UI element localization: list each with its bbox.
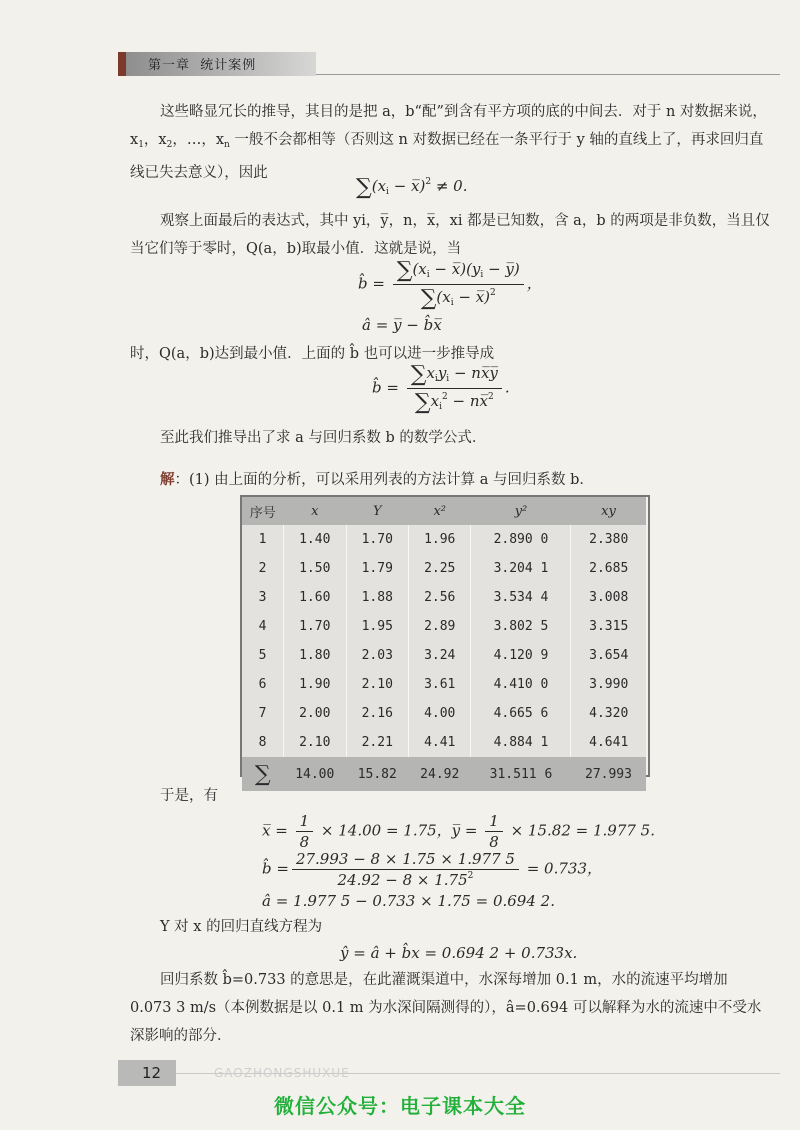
table-header-cell: x² <box>433 503 447 519</box>
table-cell: 1.50 <box>284 554 346 583</box>
table-cell: 3.654 <box>571 641 646 670</box>
table-row <box>242 641 646 670</box>
table-cell: 3 <box>258 590 267 605</box>
table-cell: 1.70 <box>284 612 346 641</box>
table-header-cell: x <box>311 503 319 519</box>
table-cell: 1.79 <box>346 554 408 583</box>
table-cell: 2.10 <box>346 670 408 699</box>
table-header-cell: 序号 <box>249 505 276 521</box>
chapter-header <box>118 52 780 76</box>
table-cell: 1.40 <box>284 525 346 554</box>
table-cell: 3.534 4 <box>471 583 571 612</box>
fraction-b-hat: $\frac{\sum(x_i - x̅)(y_i - y̅)}{\sum(x_i - x̅)^2}$ <box>393 258 524 311</box>
table-cell: 2.16 <box>346 699 408 728</box>
table-header-cell: Y <box>372 503 382 519</box>
table-cell: 2.685 <box>571 554 646 583</box>
table-cell: 4.120 9 <box>471 641 571 670</box>
table-cell: 3.802 5 <box>471 612 571 641</box>
fraction-one-eighth: $\frac{1}{8}$ <box>485 812 503 851</box>
table-row <box>242 699 646 728</box>
watermark-text: 微信公众号：电子课本大全 <box>274 1094 526 1118</box>
table-cell: 4.665 6 <box>471 699 571 728</box>
table-cell: 2.21 <box>346 728 408 757</box>
table-cell: 1.80 <box>284 641 346 670</box>
table-cell: 1.88 <box>346 583 408 612</box>
formula-b-calc: b̂ = $\frac{27.993 - 8 \times 1.75 \times 1.977 5}{24.92 - 8 \times 1.75^2}$ = 0.733， <box>262 850 602 889</box>
table-cell: 4 <box>258 619 267 634</box>
table-cell: 2.00 <box>284 699 346 728</box>
paragraph-1: 这些略显冗长的推导，其目的是把 a，b“配”到含有平方项的底的中间去．对于 n 对数据来说，$x_1$，$x_2$，…，$x_n$ 一般不会都相等（否则这 n 对数据已经在一条平行于 y 轴的直线上了，再求回归直线已失去意义），因此 <box>130 104 767 181</box>
table-cell: 5 <box>258 648 267 663</box>
table-row <box>242 554 646 583</box>
table-cell: 8 <box>258 735 267 750</box>
table-cell: 1.96 <box>409 525 471 554</box>
table-cell: 2.380 <box>571 525 646 554</box>
table-cell: 4.884 1 <box>471 728 571 757</box>
table-header-row <box>242 497 646 525</box>
regression-intro: Y 对 x 的回归直线方程为 <box>160 919 323 935</box>
table-cell: 2.56 <box>409 583 471 612</box>
paragraph-3: 时，Q(a，b)达到最小值．上面的 b̂ 也可以进一步推导成 <box>130 346 495 362</box>
table-cell: 7 <box>258 706 267 721</box>
table-cell: 4.641 <box>571 728 646 757</box>
solution-intro: 解：(1) 由上面的分析，可以采用列表的方法计算 a 与回归系数 b． <box>160 471 594 488</box>
table-cell: 3.990 <box>571 670 646 699</box>
table-cell: 3.61 <box>409 670 471 699</box>
table-cell: 4.320 <box>571 699 646 728</box>
table-cell: 1.90 <box>284 670 346 699</box>
page-footer <box>118 1060 780 1086</box>
fraction-b-hat-alt: $\frac{\sum x_iy_i - nx̅y̅}{\sum x_i^2 - nx̅^2}$ <box>407 362 502 415</box>
footer-series: GAOZHONGSHUXUE <box>214 1066 350 1080</box>
table-row <box>242 583 646 612</box>
table-cell: 1 <box>258 532 267 547</box>
header-rule <box>316 74 780 75</box>
table-row <box>242 670 646 699</box>
table-cell: 4.410 0 <box>471 670 571 699</box>
page-number: 12 <box>142 1064 162 1082</box>
table-total-cell: 24.92 <box>420 766 460 782</box>
solution-label: 解 <box>160 471 175 488</box>
table-cell: 2.25 <box>409 554 471 583</box>
chapter-label: 第一章 统计案例 <box>148 58 257 73</box>
table-total-cell: 14.00 <box>295 766 335 782</box>
table-cell: 3.204 1 <box>471 554 571 583</box>
fraction-b-calc: $\frac{27.993 - 8 \times 1.75 \times 1.977 5}{24.92 - 8 \times 1.75^2}$ <box>292 850 519 889</box>
thus-text: 于是，有 <box>160 788 218 804</box>
formula-means: x̅ = $\frac{1}{8}$ × 14.00 = 1.75，y̅ = $\frac{1}{8}$ × 15.82 = 1.977 5. <box>262 812 655 851</box>
table-cell: 2 <box>258 561 267 576</box>
page-number-box <box>118 1060 176 1086</box>
table-total-cell: ∑ <box>254 761 271 787</box>
formula-sum-nonzero: $\sum(x_i$ − x̅)$^2$ ≠ 0. <box>356 175 468 200</box>
table-cell: 2.03 <box>346 641 408 670</box>
paragraph-final: 回归系数 b̂=0.733 的意思是，在此灌溉渠道中，水深每增加 0.1 m，水的流速平均增加 0.073 3 m/s（本例数据是以 0.1 m 为水深间隔测得的），â=0.694 可以解释为水的流速中不受水深影响的部分． <box>130 972 762 1044</box>
table-row <box>242 612 646 641</box>
formula-regression: ŷ = â + b̂x = 0.694 2 + 0.733x. <box>340 944 578 962</box>
table-cell: 2.890 0 <box>471 525 571 554</box>
table-total-cell: 27.993 <box>585 766 632 782</box>
table-cell: 3.008 <box>571 583 646 612</box>
table-total-cell: 15.82 <box>357 766 397 782</box>
table-row <box>242 525 646 554</box>
table-cell: 3.315 <box>571 612 646 641</box>
table-cell: 4.00 <box>409 699 471 728</box>
table-cell: 4.41 <box>409 728 471 757</box>
table-cell: 2.89 <box>409 612 471 641</box>
paragraph-2: 观察上面最后的表达式，其中 yi，y̅，n，x̅，xi 都是已知数，含 a，b 的两项是非负数，当且仅当它们等于零时，Q(a，b)取最小值．这就是说，当 <box>130 213 770 257</box>
table-total-cell: 31.511 6 <box>489 766 553 782</box>
formula-a-calc: â = 1.977 5 − 0.733 × 1.75 = 0.694 2. <box>262 892 555 910</box>
table-cell: 6 <box>258 677 267 692</box>
formula-b-hat-alt: b̂ = $\frac{\sum x_iy_i - nx̅y̅}{\sum x_i^2 - nx̅^2}$ . <box>372 362 510 415</box>
table-cell: 3.24 <box>409 641 471 670</box>
header-accent-bar <box>118 52 126 76</box>
table-cell: 1.70 <box>346 525 408 554</box>
header-tab <box>126 52 316 76</box>
fraction-one-eighth: $\frac{1}{8}$ <box>296 812 314 851</box>
table-header-cell: y² <box>514 503 528 519</box>
table-row <box>242 728 646 757</box>
table-cell: 1.60 <box>284 583 346 612</box>
data-table <box>242 497 646 791</box>
formula-b-hat: b̂ = $\frac{\sum(x_i - x̅)(y_i - y̅)}{\sum(x_i - x̅)^2}$ ， <box>358 258 542 311</box>
formula-a-hat: â = y̅ − b̂x̅ <box>362 316 442 334</box>
table-cell: 1.95 <box>346 612 408 641</box>
table-header-cell: xy <box>601 503 616 519</box>
table-cell: 2.10 <box>284 728 346 757</box>
paragraph-4: 至此我们推导出了求 a 与回归系数 b 的数学公式． <box>160 430 487 446</box>
